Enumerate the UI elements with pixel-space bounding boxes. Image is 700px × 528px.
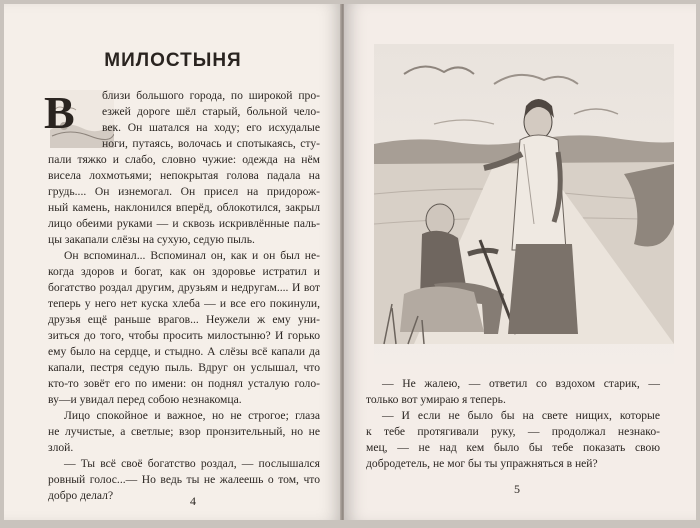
text-line: цы закапали слёзы на сухую, седую пыль. <box>48 233 255 246</box>
story-illustration <box>374 44 674 364</box>
text-line: ему было на сердце, и стыдно. А слёзы всё капали да <box>48 345 320 358</box>
text-line: ровный голос...— Но ведь ты не жалеешь о том, что <box>48 473 320 486</box>
text-line: к тебе протягивали руку, — продолжал незнако- <box>366 425 660 438</box>
page-number: 5 <box>514 482 520 496</box>
text-line: теперь у него нет куска хлеба — и все его покинули, <box>48 297 320 310</box>
text-line: близи большого города, по широкой про- <box>102 89 320 102</box>
text-line: злой. <box>48 441 74 454</box>
text-line: век. Он шатался на ходу; его исхудалые <box>102 121 320 134</box>
text-line: ный камень, наклонился вперёд, облокотился, закрыл <box>48 201 320 214</box>
page-number: 4 <box>190 494 196 508</box>
text-line: капали, пестря седую пыль. Вдруг он услышал, что <box>48 361 320 374</box>
text-line: ву—и увидал перед собою незнакомца. <box>48 393 242 406</box>
text-line: Лицо спокойное и важное, но не строгое; глаза <box>64 409 320 422</box>
text-line: лицо обеими руками — и сквозь искривлённые паль- <box>48 217 320 230</box>
text-line: богатство роздал другим, друзьям и недругам.... И вот <box>48 281 320 294</box>
text-line: висела лохмотьями; непокрытая голова падала на <box>48 169 320 182</box>
text-line: добродетель, не мог бы ты упражняться в ней? <box>366 457 598 470</box>
text-line: грудь.... Он изнемогал. Он присел на придорож- <box>48 185 320 198</box>
left-page <box>4 4 342 520</box>
text-line: езжей дороге шёл старый, больной чело- <box>102 105 320 118</box>
text-line: зиться до того, чтобы просить милостыню? И горько <box>48 329 320 342</box>
drop-cap-letter: В <box>44 87 75 138</box>
text-line: не лучистые, а светлые; взор пронзительный, но не <box>48 425 320 438</box>
text-line: мец, — не над кем было бы тебе показать свою <box>366 441 660 454</box>
text-line: ноги, путаясь, волочась и спотыкаясь, сту- <box>102 137 320 150</box>
text-line: добро делал? <box>48 489 114 502</box>
text-line: пали тяжко и слабо, словно чужие: одежда на нём <box>48 153 320 166</box>
text-line: кто-то зовёт его по имени: он поднял усталую голо- <box>48 377 320 390</box>
text-line: — И если не было бы на свете нищих, которые <box>382 409 660 422</box>
text-line: когда здоров и богат, как он здоровье истратил и <box>48 265 320 278</box>
text-line: друзья ещё раньше врагов... Неужели ж ему уни- <box>48 313 320 326</box>
text-line: — Ты всё своё богатство роздал, — послышался <box>64 457 320 470</box>
chapter-title: МИЛОСТЫНЯ <box>104 50 242 71</box>
text-line: только вот умираю я теперь. <box>366 393 506 406</box>
text-line: — Не жалею, — ответил со вздохом старик, — <box>382 377 660 390</box>
text-line: Он вспоминал... Вспоминал он, как и он был не- <box>64 249 320 262</box>
right-page <box>344 4 696 520</box>
